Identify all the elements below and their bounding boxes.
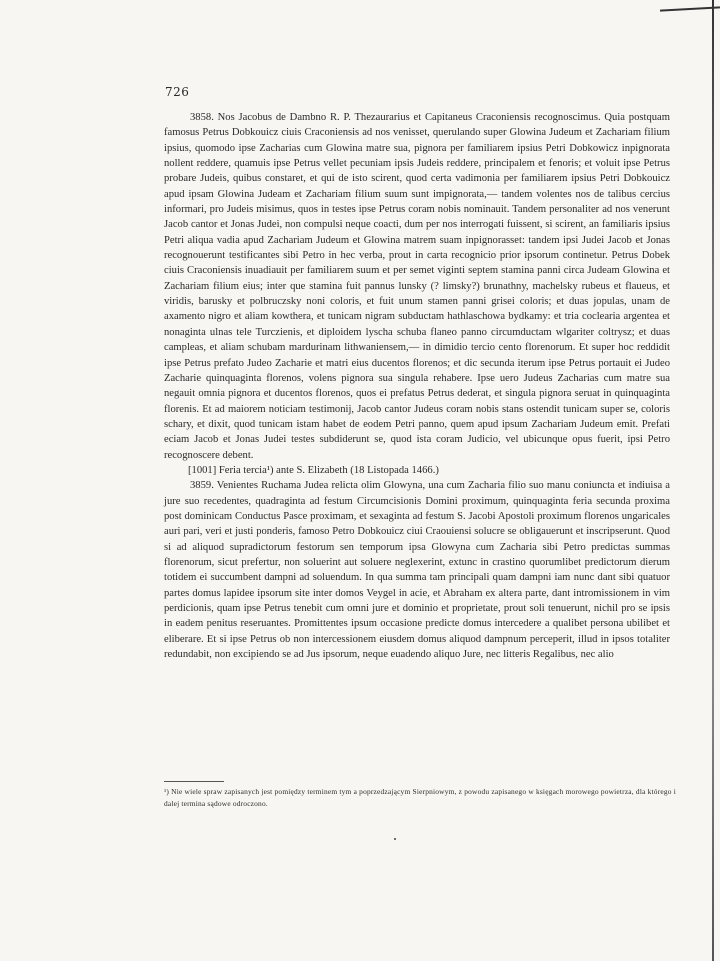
footnote-divider — [164, 781, 224, 782]
entry-3859-paragraph: 3859. Venientes Ruchama Judea relicta olim Glowyna, una cum Zacharia filio suo manu coniuncta et indiuisa a jure suo recedentes, quadraginta ad festum Circumcisionis Domini proximum, quinquaginta feria secunda proxima post dominicam Conductus Pasce proximam, et sexaginta ad festum S. Jacobi Apostoli proximum florenos ungaricales auri pari, veri et justi ponderis, famoso Petro Dobkouicz ciui Craouiensi solucre se obligauerunt et inscripserunt. Quod si ad aliquod supradictorum festorum sen temporum ipsa Glowyna cum Zacharia sibi Petro predictas summas florenorum, sicut prefertur, non soluerint aut soluere neglexerint, extunc in crastino quorumlibet predictorum dierum totidem ei succumbent dampni ad soluendum. In qua summa tam principali quam dampni iam nunc dant sibi quatuor partes domus lapidee ipsorum site inter domos Veygel in acie, et Abraham ex altera parte, dant intromissionem in vim perdicionis, quam ipse Petrus tenebit cum omni jure et dominio et proprietate, prout soli tenuerunt, nichil pro se ipsis in eadem penitus reseruantes. Promittentes ipsum occasione predicte domus intercedere a qualibet persona ubilibet et eliberare. Et si ipse Petrus ob non intercessionem eiusdem domus aliquod dampnum perceperit, illud in ipsos totaliter redundabit, non excipiendo se ad Jus ipsorum, neque euadendo aliquo Jure, nec litteris Regalibus, nec alio — [164, 480, 670, 661]
page-number: 726 — [165, 85, 190, 99]
entry-date-heading: [1001] Feria tercia¹) ante S. Elizabeth (18 Listopada 1466.) — [188, 464, 439, 476]
entry-3858-paragraph: 3858. Nos Jacobus de Dambno R. P. Thezaurarius et Capitaneus Craconiensis recognoscimus. Quia postquam famosus Petrus Dobkouicz ciuis Craconiensis ad nos venisset, querulando super Glowina Judeum et Zachariam filium ipsius, quomodo ipse Zacharias cum Glowina matre sua, pignora per familiarem ipsius Petri Dobkowicz inpignorata nollent reddere, quamuis ipse Petrus vellet pecuniam ipsis Judeis reddere, principalem et fenoris; et voluit ipse Petrus probare Judeis, quibus constaret, et qui de isto scirent, quod certa vadimonia per familiarem ipsius Petri Dobkouicz apud ipsam Glowina Judeam et Zachariam filium suum sunt impignorata,— tandem volentes nos de talibus cercius informari, pro Judeis misimus, quos in testes ipse Petrus coram nobis nominauit. Tandem personaliter ad nos venerunt Jacob cantor et Jonas Judei, non compulsi neque coacti, dum per nos interrogati fuissent, si scirent, an familiaris ipsius Petri aliqua vadia apud Zachariam Judeum et Glowina matrem suam inpignorasset: tandem ipsi Judei Jacob et Jonas recognouerunt testificantes sibi Petro in hec verba, prout in carta recognicio prior ipsorum continetur. Petrus Dobek ciuis Craconiensis inuadiauit per familiarem suum et per semet viginti septem stamina panni circa Judeam Glowina et Zachariam filium eius; inter que stamina fuit pannus lunsky (? limsky?) brunathny, machelsky rubeus et flaueus, et viridis, barusky et polbruczsky noni coloris, et fuit unum stamen panni grisei coloris; et duas jopulas, unam de axamento nigro et aliam kowthera, et tunicam nigram subductam hathlaschowa bydkamy: et tria coclearia argentea et nonaginta ulnas tele Turczienis, et diploidem lyscha schuba flaneo panno circumductam wlgariter coltrysz; et duas campleas, et aliam schubam mardurinam lithwaniensem,— in dimidio tercio cento florenorum. Et super hoc reddidit ipse Petrus prefato Judeo Zacharie et matri eius ducentos florenos; et dic secunda iterum ipse Petrus portauit ei Judeo Zacharie quinquaginta florenos, volens pignora sua singula rehabere. Ipse uero Judeus Zacharias cum matre sua negauit omnia pignora et ducentos florenos, quos ei prefatus Petrus dederat, et singula pignora seruat in quinquaginta florenis. Et ad maiorem noticiam testimonij, Jacob cantor Judeus coram nobis stans ostendit tunicam super se, coloris schary, et dixit, quod tunicam istam habet de eodem Petri panno, quem apud ipsum Zachariam Judeum emit. Prefati eciam Jacob et Jonas Judei testes subdiderunt se, quod ista coram Judicio, vel ubicunque opus fuerit, ipsi Petro recognoscere debent. — [164, 112, 670, 461]
main-text — [164, 110, 670, 662]
scan-speck — [394, 838, 396, 840]
page-edge-shadow — [712, 0, 714, 961]
footnote: ¹) Nie wiele spraw zapisanych jest pomiędzy terminem tym a poprzedzającym Sierpniowym, z powodu zapisanego w księgach morowego powietrza, dla którego i dalej termina sądowe odroczono. — [164, 787, 676, 808]
scan-corner-mark — [660, 6, 720, 11]
